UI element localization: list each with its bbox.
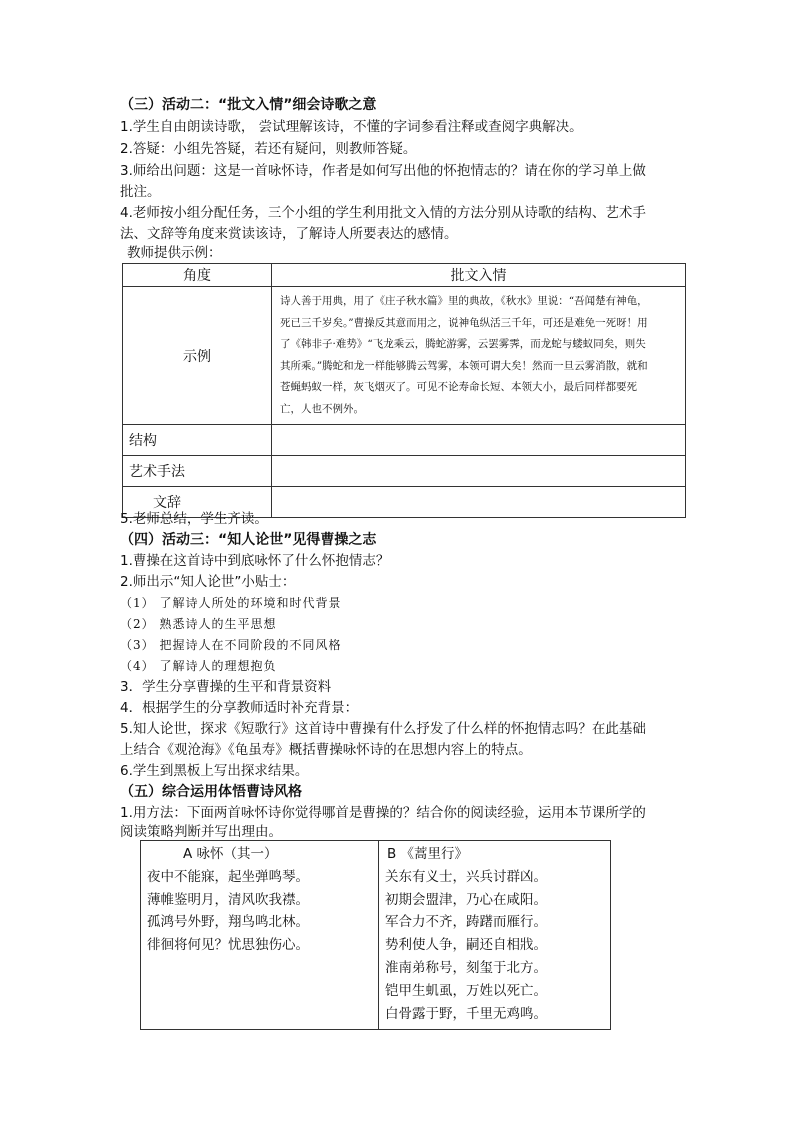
example-line: 其所乘。”腾蛇和龙一样能够腾云驾雾，本领可谓大矣！然而一旦云雾消散，就和 — [280, 359, 648, 372]
table-row-art — [123, 456, 686, 487]
poem-a-line: 夜中不能寐，起坐弹鸣琴。 — [147, 868, 309, 885]
table-row-example — [123, 287, 686, 425]
section-5-heading: （五）综合运用体悟曹诗风格 — [120, 784, 302, 800]
poem-b-line: 淮南弟称号，刻玺于北方。 — [385, 959, 547, 976]
section-3-heading: （三）活动二：“批文入情”细会诗歌之意 — [120, 97, 377, 113]
poem-b-line: 铠甲生虮虱，万姓以死亡。 — [385, 982, 547, 999]
table-header-row — [123, 264, 686, 287]
poem-b-line: 关东有义士，兴兵讨群凶。 — [385, 868, 547, 885]
row-label-structure: 结构 — [123, 425, 272, 456]
example-line: 诗人善于用典，用了《庄子秋水篇》里的典故，《秋水》里说：“吾闻楚有神龟， — [280, 295, 648, 307]
s5-line-1a: 1.用方法：下面两首咏怀诗你觉得哪首是曹操的？结合你的阅读经验，运用本节课所学的 — [120, 805, 646, 821]
s3-line-3a: 3.师给出问题：这是一首咏怀诗，作者是如何写出他的怀抱情志的？请在你的学习单上做 — [120, 163, 646, 179]
s5-line-1b: 阅读策略判断并写出理由。 — [120, 824, 282, 840]
poem-b-line: 白骨露于野，千里无鸡鸣。 — [385, 1005, 547, 1022]
s4-line-3: 3．学生分享曹操的生平和背景资料 — [120, 679, 332, 695]
tip-item: （1） 了解诗人所处的环境和时代背景 — [120, 596, 342, 610]
s3-line-5: 5.老师总结，学生齐读。 — [120, 511, 268, 527]
tip-item: （2） 熟悉诗人的生平思想 — [120, 617, 277, 631]
table-row-structure — [123, 425, 686, 456]
s3-line-4b: 法、文辞等角度来赏读该诗，了解诗人所要表达的感情。 — [120, 226, 458, 242]
header-angle: 角度 — [123, 264, 272, 287]
poem-a-line: 孤鸿号外野，翔鸟鸣北林。 — [147, 914, 309, 931]
s3-line-1: 1.学生自由朗读诗歌， 尝试理解该诗，不懂的字词参看注释或查阅字典解决。 — [120, 119, 583, 135]
s4-line-6: 6.学生到黑板上写出探求结果。 — [120, 763, 309, 779]
poem-a-line: 徘徊将何见？忧思独伤心。 — [147, 937, 309, 954]
poem-b-title: B 《蒿里行》 — [387, 846, 469, 862]
example-annotation-cell — [272, 287, 686, 425]
poem-a-title: A 咏怀（其一） — [183, 846, 278, 862]
art-input-cell[interactable] — [272, 456, 686, 487]
poem-b-line: 军合力不齐，踌躇而雁行。 — [385, 914, 547, 931]
poem-a-line: 薄帷鉴明月，清风吹我襟。 — [147, 891, 309, 908]
poem-comparison-table — [140, 840, 611, 1030]
example-line: 了《韩非子·难势》“飞龙乘云，腾蛇游雾，云罢雾霁，而龙蛇与蝼蚁同矣，则失 — [280, 338, 646, 350]
example-label: 教师提供示例： — [127, 245, 222, 261]
s4-line-5a: 5.知人论世，探求《短歌行》这首诗中曹操有什么抒发了什么样的怀抱情志吗？在此基础 — [120, 721, 646, 737]
row-label-art: 艺术手法 — [123, 456, 272, 487]
poem-a-cell — [141, 841, 379, 1030]
structure-input-cell[interactable] — [272, 425, 686, 456]
example-line: 苍蝇蚂蚁一样，灰飞烟灭了。可见不论寿命长短、本领大小，最后同样都要死 — [280, 381, 637, 393]
poem-b-cell — [379, 841, 611, 1030]
s3-line-3b: 批注。 — [120, 184, 161, 200]
poem-b-line: 势利使人争，嗣还自相戕。 — [385, 937, 547, 954]
s3-line-2: 2.答疑：小组先答疑，若还有疑问，则教师答疑。 — [120, 141, 417, 157]
row-label-words: 文辞 — [123, 487, 272, 518]
s4-line-2: 2.师出示“知人论世”小贴士： — [120, 574, 296, 590]
example-line: 亡，人也不例外。 — [280, 402, 364, 415]
row-label-example: 示例 — [123, 287, 272, 425]
tip-item: （3） 把握诗人在不同阶段的不同风格 — [120, 638, 342, 652]
s4-line-1: 1.曹操在这首诗中到底咏怀了什么怀抱情志？ — [120, 553, 390, 569]
poem-row — [141, 841, 611, 1030]
annotation-table — [122, 263, 686, 518]
s3-line-4a: 4.老师按小组分配任务，三个小组的学生利用批文入情的方法分别从诗歌的结构、艺术手 — [120, 205, 646, 221]
s4-line-4: 4．根据学生的分享教师适时补充背景： — [120, 700, 359, 716]
example-line: 死已三千岁矣。”曹操反其意而用之，说神龟纵活三千年，可还是难免一死呀！用 — [280, 316, 648, 329]
header-annotation: 批文入情 — [272, 264, 686, 287]
poem-b-line: 初期会盟津，乃心在咸阳。 — [385, 891, 547, 908]
section-4-heading: （四）活动三：“知人论世”见得曹操之志 — [120, 532, 377, 548]
tip-item: （4） 了解诗人的理想抱负 — [120, 659, 277, 673]
s4-line-5b: 上结合《观沧海》《龟虽寿》概括曹操咏怀诗的在思想内容上的特点。 — [120, 742, 532, 758]
